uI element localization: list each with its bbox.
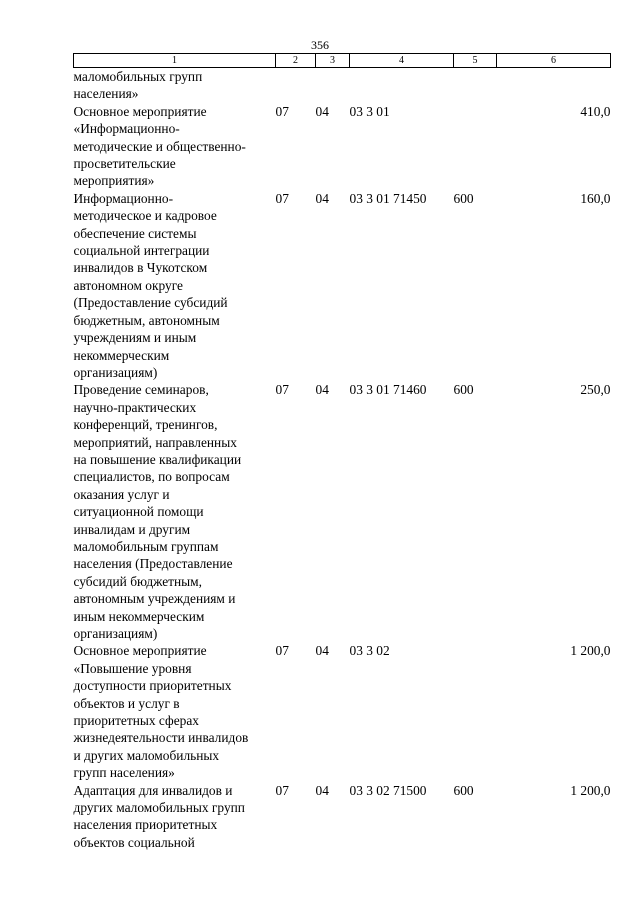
row-name-line: организациям): [73, 626, 158, 641]
expense-type-cell: 600: [453, 782, 474, 798]
row-name-line: методическое и кадровое: [73, 208, 217, 224]
row-name-line: маломобильных групп: [73, 69, 203, 84]
row-name-line: групп населения»: [73, 765, 175, 781]
row-name-cell: [74, 190, 276, 381]
row-name-line: методические и общественно-: [73, 138, 246, 154]
expense-type-cell: 600: [453, 382, 474, 398]
row-name-line: научно-практических: [73, 399, 197, 415]
table-row: [74, 103, 611, 190]
row-name-line: автономном округе: [73, 277, 183, 293]
header-row: [74, 54, 611, 68]
amount-cell: 160,0: [580, 190, 611, 206]
target-article-cell: 03 3 02: [349, 643, 390, 659]
row-name-line: населения приоритетных: [73, 817, 218, 833]
amount-cell: 1 200,0: [570, 643, 611, 659]
row-name-line: мероприятий, направленных: [73, 434, 237, 450]
amount-cell: [497, 68, 611, 103]
row-name-line: других маломобильных групп: [73, 800, 245, 816]
table-header: [74, 54, 611, 68]
row-name-line: и других маломобильных: [73, 747, 220, 763]
table-row: [74, 381, 611, 642]
row-name-line: некоммерческим: [73, 347, 170, 363]
row-name-cell: [74, 782, 276, 852]
row-name-line: специалистов, по вопросам: [73, 469, 230, 485]
row-name-line: социальной интеграции: [73, 243, 210, 259]
column-header-2: 2: [276, 54, 316, 68]
row-name-line: ситуационной помощи: [73, 504, 204, 520]
column-header-6: 6: [497, 54, 611, 68]
column-header-3: 3: [316, 54, 350, 68]
row-name-line: населения»: [73, 86, 139, 102]
row-name-line: на повышение квалификации: [73, 451, 242, 467]
row-name-line: автономным учреждениям и: [73, 591, 236, 607]
column-header-5: 5: [454, 54, 497, 68]
column-header-4: 4: [350, 54, 454, 68]
section-code-cell: 07: [275, 643, 289, 659]
table-row: [74, 642, 611, 781]
section-code-cell: 07: [275, 190, 289, 206]
row-name-line: инвалидам и другим: [73, 521, 191, 537]
subsection-code-cell: [316, 68, 350, 103]
section-code-cell: 07: [275, 782, 289, 798]
subsection-code-cell: 04: [315, 382, 329, 398]
expense-type-cell: [454, 103, 497, 190]
amount-cell: 1 200,0: [570, 782, 611, 798]
expense-type-cell: [454, 68, 497, 103]
row-name-line: мероприятия»: [73, 173, 155, 189]
row-name-cell: [74, 381, 276, 642]
row-name-line: жизнедеятельности инвалидов: [73, 730, 249, 746]
row-name-cell: [74, 68, 276, 103]
row-name-line: конференций, тренингов,: [73, 417, 218, 433]
amount-cell: 410,0: [580, 103, 611, 119]
row-name-line: инвалидов в Чукотском: [73, 260, 208, 276]
row-name-line: Проведение семинаров,: [73, 382, 209, 398]
row-name-line: иным некоммерческим: [73, 608, 205, 624]
row-name-line: учреждениям и иным: [73, 330, 197, 346]
subsection-code-cell: 04: [315, 643, 329, 659]
subsection-code-cell: 04: [315, 782, 329, 798]
row-name-line: «Повышение уровня: [73, 660, 192, 676]
target-article-cell: 03 3 01 71450: [349, 190, 427, 206]
row-name-line: оказания услуг и: [73, 486, 170, 502]
row-name-line: объектов и услуг в: [73, 695, 180, 711]
row-name-line: приоритетных сферах: [73, 713, 199, 729]
row-name-line: маломобильным группам: [73, 538, 219, 554]
subsection-code-cell: 04: [315, 103, 329, 119]
row-name-line: Основное мероприятие: [73, 643, 207, 659]
row-name-line: бюджетным, автономным: [73, 312, 220, 328]
row-name-line: доступности приоритетных: [73, 678, 232, 694]
row-name-line: просветительские: [73, 156, 176, 172]
row-name-line: (Предоставление субсидий: [73, 295, 228, 311]
budget-table: [73, 53, 611, 851]
target-article-cell: [350, 68, 454, 103]
row-name-line: «Информационно-: [73, 121, 180, 137]
row-name-cell: [74, 103, 276, 190]
table-row: [74, 782, 611, 852]
expense-type-cell: 600: [453, 190, 474, 206]
target-article-cell: 03 3 01 71460: [349, 382, 427, 398]
table-row: [74, 68, 611, 103]
row-name-line: субсидий бюджетным,: [73, 573, 203, 589]
section-code-cell: 07: [275, 103, 289, 119]
page-number: 356: [311, 38, 329, 52]
row-name-line: Основное мероприятие: [73, 103, 207, 119]
row-name-line: объектов социальной: [73, 834, 195, 850]
table-row: [74, 190, 611, 381]
row-name-line: Информационно-: [73, 190, 174, 206]
section-code-cell: [276, 68, 316, 103]
target-article-cell: 03 3 01: [349, 103, 390, 119]
row-name-line: населения (Предоставление: [73, 556, 233, 572]
row-name-line: обеспечение системы: [73, 225, 197, 241]
column-header-1: 1: [74, 54, 276, 68]
target-article-cell: 03 3 02 71500: [349, 782, 427, 798]
row-name-cell: [74, 642, 276, 781]
section-code-cell: 07: [275, 382, 289, 398]
amount-cell: 250,0: [580, 382, 611, 398]
table-body: [74, 68, 611, 852]
row-name-line: Адаптация для инвалидов и: [73, 782, 233, 798]
expense-type-cell: [454, 642, 497, 781]
subsection-code-cell: 04: [315, 190, 329, 206]
row-name-line: организациям): [73, 364, 158, 380]
